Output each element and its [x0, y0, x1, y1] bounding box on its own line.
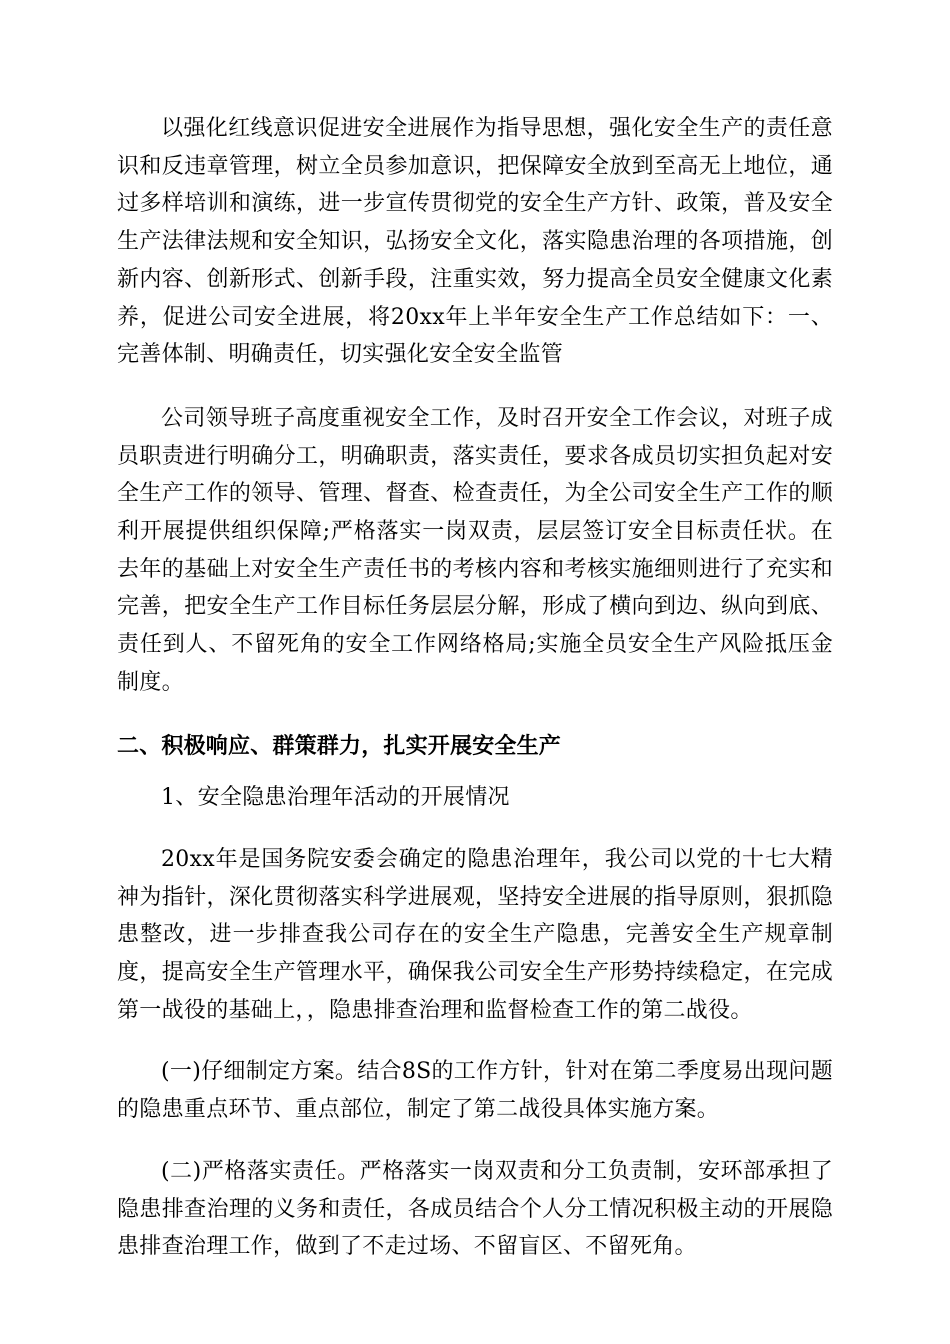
paragraph-leadership: 公司领导班子高度重视安全工作，及时召开安全工作会议，对班子成员职责进行明确分工，明确职责，落实责任，要求各成员切实担负起对安全生产工作的领导、管理、督查、检查责任，为全公司安全生产工作的顺利开展提供组织保障;严格落实一岗双责，层层签订安全目标责任状。在去年的基础上对安全生产责任书的考核内容和考核实施细则进行了充实和完善，把安全生产工作目标任务层层分解，形成了横向到边、纵向到底、责任到人、不留死角的安全工作网络格局;实施全员安全生产风险抵压金制度。 — [117, 405, 833, 695]
subheading-1: 1、安全隐患治理年活动的开展情况 — [161, 785, 510, 811]
paragraph-hazard-year: 20xx年是国务院安委会确定的隐患治理年，我公司以党的十七大精神为指针，深化贯彻落实科学进展观，坚持安全进展的指导原则，狠抓隐患整改，进一步排查我公司存在的安全生产隐患，完善安全生产规章制度，提高安全生产管理水平，确保我公司安全生产形势持续稳定，在完成第一战役的基础上，，隐患排查治理和监督检查工作的第二战役。 — [117, 846, 833, 1023]
paragraph-responsibility: (二)严格落实责任。严格落实一岗双责和分工负责制，安环部承担了隐患排查治理的义务和责任，各成员结合个人分工情况积极主动的开展隐患排查治理工作，做到了不走过场、不留盲区、不留死角。 — [117, 1158, 833, 1260]
section-heading-2: 二、积极响应、群策群力，扎实开展安全生产 — [117, 733, 562, 759]
paragraph-guiding-thought: 以强化红线意识促进安全进展作为指导思想，强化安全生产的责任意识和反违章管理，树立全员参加意识，把保障安全放到至高无上地位，通过多样培训和演练，进一步宣传贯彻党的安全生产方针、政策，普及安全生产法律法规和安全知识，弘扬安全文化，落实隐患治理的各项措施，创新内容、创新形式、创新手段，注重实效，努力提高全员安全健康文化素养，促进公司安全进展，将20xx年上半年安全生产工作总结如下：一、完善体制、明确责任，切实强化安全安全监管 — [117, 116, 833, 368]
document-body — [117, 110, 833, 1266]
paragraph-plan: (一)仔细制定方案。结合8S的工作方针，针对在第二季度易出现问题的隐患重点环节、重点部位，制定了第二战役具体实施方案。 — [117, 1059, 833, 1123]
